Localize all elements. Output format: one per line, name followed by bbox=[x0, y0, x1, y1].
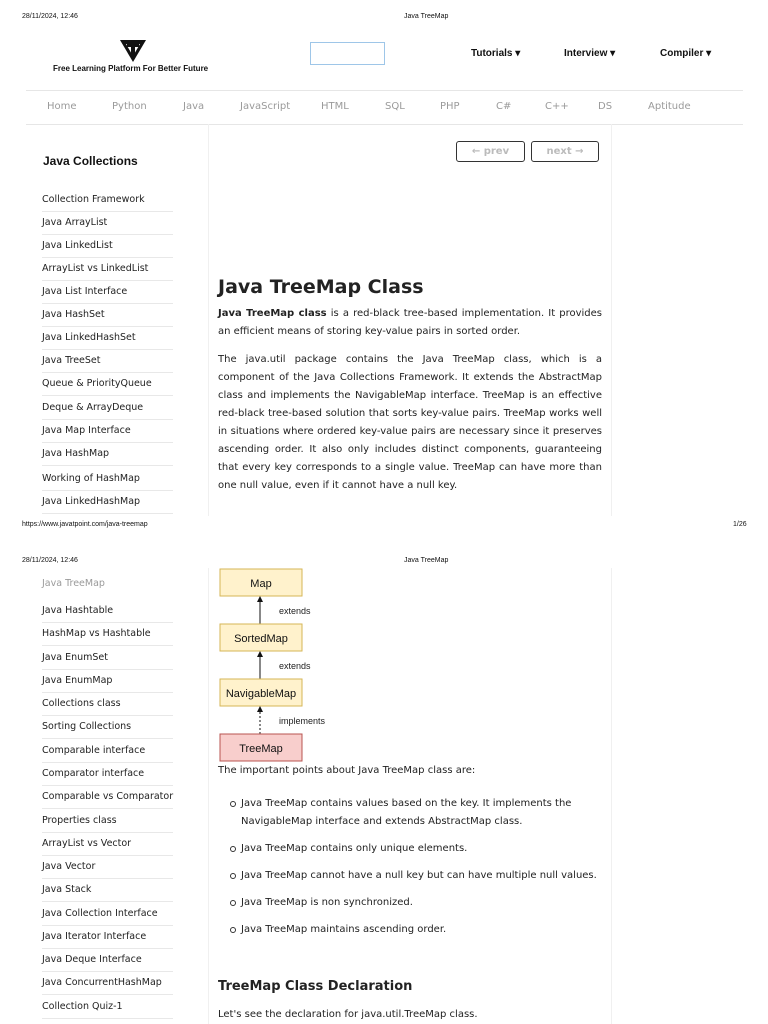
tab-php[interactable]: PHP bbox=[440, 101, 460, 112]
tab-ds[interactable]: DS bbox=[598, 101, 613, 112]
sidebar-item[interactable]: Java LinkedList bbox=[42, 235, 173, 258]
relation-label-3: implements bbox=[279, 716, 326, 726]
print-url: https://www.javatpoint.com/java-treemap bbox=[22, 521, 148, 528]
description-paragraph: The java.util package contains the Java TreeMap class, which is a component of the Java Collections Framework. It extends the AbstractMap class and implements the NavigableMap interface. TreeMap is an effective red-black tree-based solution that sorts key-value pairs. TreeMap works well in situations where ordered key-value pairs are necessary since it preserves ascending order. It also only includes distinct components, guaranteeing that every key corresponds to a single value. TreeMap can have more than one null value, even if it cannot have a null key. bbox=[218, 354, 602, 491]
site-tagline: Free Learning Platform For Better Future bbox=[53, 64, 209, 73]
declaration-heading: TreeMap Class Declaration bbox=[218, 979, 413, 994]
page-title: Java TreeMap Class bbox=[218, 276, 424, 298]
prev-button[interactable]: ← prev bbox=[456, 141, 525, 162]
points-intro: The important points about Java TreeMap class are: bbox=[218, 765, 476, 776]
sidebar-item[interactable]: Collections class bbox=[42, 693, 173, 716]
sidebar-item[interactable]: Collection Framework bbox=[42, 189, 173, 212]
sidebar-item[interactable]: Java HashMap bbox=[42, 443, 173, 466]
sidebar-item[interactable]: Java List Interface bbox=[42, 281, 173, 304]
relation-label-2: extends bbox=[279, 661, 311, 671]
sidebar-item[interactable]: Comparable vs Comparator bbox=[42, 786, 173, 809]
sidebar-item-active[interactable]: Java TreeMap bbox=[42, 578, 105, 589]
sidebar-item[interactable]: Sorting Collections bbox=[42, 716, 173, 739]
sidebar-item[interactable]: Java ConcurrentHashMap bbox=[42, 972, 173, 995]
next-button[interactable]: next → bbox=[531, 141, 599, 162]
sidebar-item[interactable]: Java Collection Interface bbox=[42, 903, 173, 926]
sidebar-item[interactable]: Java TreeSet bbox=[42, 350, 173, 373]
list-item: Java TreeMap maintains ascending order. bbox=[230, 921, 602, 939]
site-logo[interactable] bbox=[118, 38, 148, 64]
sidebar-item[interactable]: Deque & ArrayDeque bbox=[42, 397, 173, 420]
sidebar-item[interactable]: Java EnumMap bbox=[42, 670, 173, 693]
sidebar-item[interactable]: HashMap vs Hashtable bbox=[42, 623, 173, 646]
sidebar-item[interactable]: Java Vector bbox=[42, 856, 173, 879]
points-list bbox=[230, 795, 602, 948]
sidebar-item[interactable]: Java Map Interface bbox=[42, 420, 173, 443]
tab-javascript[interactable]: JavaScript bbox=[240, 101, 291, 112]
sidebar-item[interactable]: ArrayList vs Vector bbox=[42, 833, 173, 856]
treemap-label: TreeMap bbox=[239, 743, 283, 755]
navigablemap-label: NavigableMap bbox=[225, 688, 297, 700]
sidebar-item[interactable]: Java Iterator Interface bbox=[42, 926, 173, 949]
print-datetime-page2: 28/11/2024, 12:46 bbox=[22, 557, 78, 564]
sidebar-item[interactable]: Properties class bbox=[42, 810, 173, 833]
sidebar-item[interactable]: Java LinkedHashSet bbox=[42, 327, 173, 350]
sidebar-item[interactable]: Java EnumSet bbox=[42, 647, 173, 670]
intro-bold: Java TreeMap class bbox=[218, 308, 327, 319]
sidebar-item[interactable]: Java HashSet bbox=[42, 304, 173, 327]
menu-compiler[interactable]: Compiler ▾ bbox=[660, 48, 712, 59]
sidebar-item[interactable]: Working of HashMap bbox=[42, 468, 173, 491]
intro-paragraph bbox=[218, 305, 602, 341]
menu-tutorials[interactable]: Tutorials ▾ bbox=[471, 48, 521, 59]
list-item: Java TreeMap is non synchronized. bbox=[230, 894, 602, 912]
menu-interview[interactable]: Interview ▾ bbox=[564, 48, 616, 59]
print-page-number: 1/26 bbox=[733, 521, 747, 528]
sidebar-item[interactable]: Java Deque Interface bbox=[42, 949, 173, 972]
sidebar-item[interactable]: Comparator interface bbox=[42, 763, 173, 786]
declaration-text: Let's see the declaration for java.util.TreeMap class. bbox=[218, 1009, 478, 1020]
relation-label-1: extends bbox=[279, 606, 311, 616]
treemap-hierarchy-diagram bbox=[215, 567, 355, 767]
intro-text: is a red-black tree-based implementation. It provides an efficient means of storing key-value pairs in sorted order. bbox=[218, 308, 602, 337]
search-input[interactable] bbox=[310, 42, 385, 65]
print-datetime: 28/11/2024, 12:46 bbox=[22, 13, 78, 20]
sidebar-title: Java Collections bbox=[43, 154, 138, 168]
tab-home[interactable]: Home bbox=[47, 101, 77, 112]
sidebar-item[interactable]: Comparable interface bbox=[42, 740, 173, 763]
tab-sql[interactable]: SQL bbox=[385, 101, 405, 112]
map-label: Map bbox=[250, 578, 272, 590]
tab-cpp[interactable]: C++ bbox=[545, 101, 569, 112]
list-item: Java TreeMap contains values based on the key. It implements the NavigableMap interface and extends AbstractMap class. bbox=[230, 795, 602, 831]
list-item: Java TreeMap contains only unique elements. bbox=[230, 840, 602, 858]
nav-top-divider bbox=[26, 90, 743, 91]
tab-python[interactable]: Python bbox=[112, 101, 147, 112]
tab-aptitude[interactable]: Aptitude bbox=[648, 101, 691, 112]
sidebar-item[interactable]: Java ArrayList bbox=[42, 212, 173, 235]
list-item: Java TreeMap cannot have a null key but can have multiple null values. bbox=[230, 867, 602, 885]
sortedmap-label: SortedMap bbox=[234, 633, 288, 645]
sidebar-item[interactable]: Java Stack bbox=[42, 879, 173, 902]
tab-html[interactable]: HTML bbox=[321, 101, 349, 112]
sidebar-item[interactable]: Java Hashtable bbox=[42, 600, 173, 623]
tab-java[interactable]: Java bbox=[183, 101, 205, 112]
sidebar-item[interactable]: ArrayList vs LinkedList bbox=[42, 258, 173, 281]
tab-csharp[interactable]: C# bbox=[496, 101, 512, 112]
print-title-page2: Java TreeMap bbox=[404, 557, 449, 564]
sidebar-item[interactable]: Java LinkedHashMap bbox=[42, 491, 173, 514]
print-title: Java TreeMap bbox=[404, 13, 449, 20]
sidebar-item[interactable]: Collection Quiz-1 bbox=[42, 996, 173, 1019]
sidebar-item[interactable]: Queue & PriorityQueue bbox=[42, 373, 173, 396]
